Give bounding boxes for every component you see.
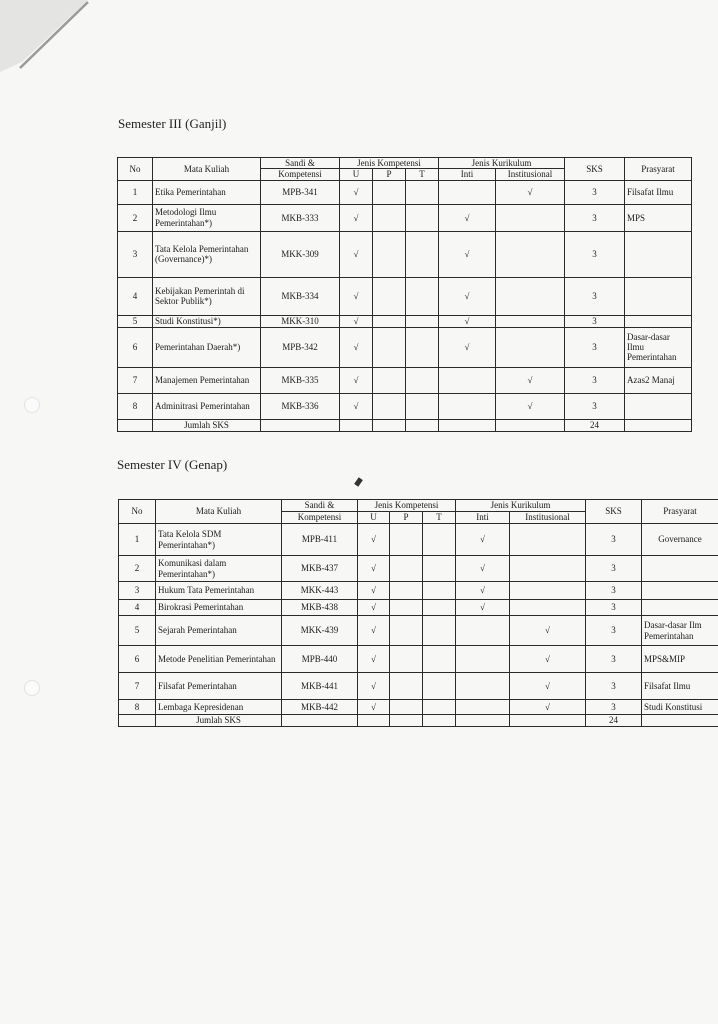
cell-mata-kuliah: Komunikasi dalam Pemerintahan*): [156, 556, 282, 582]
header-p: P: [390, 512, 423, 524]
cell-code: MKB-438: [282, 600, 358, 616]
cell-inti: [456, 700, 510, 715]
cell-no: 8: [119, 700, 156, 715]
header-u: U: [358, 512, 390, 524]
semester-4-title: Semester IV (Genap): [117, 457, 228, 472]
cell-prasyarat: [625, 393, 692, 419]
cell-no: 3: [118, 231, 153, 277]
cell-institusional: √: [510, 646, 586, 673]
cell-no: 1: [119, 524, 156, 556]
cell-u: √: [358, 700, 390, 715]
cell-p: [373, 327, 406, 367]
ink-speck: [354, 477, 363, 486]
table-row: [119, 646, 718, 673]
cell-no: 4: [119, 600, 156, 616]
cell-prasyarat: [642, 600, 718, 616]
cell-no: 6: [118, 327, 153, 367]
punch-hole-top: [24, 397, 40, 413]
cell-institusional: [510, 556, 586, 582]
header-mata-kuliah: Mata Kuliah: [156, 500, 282, 524]
cell-inti: √: [456, 556, 510, 582]
cell-inti: [439, 393, 496, 419]
cell-prasyarat: Governance: [642, 524, 718, 556]
cell-sks: 3: [586, 673, 642, 700]
header-jenis-kompetensi: Jenis Kompetensi: [340, 158, 439, 169]
cell-institusional: [496, 315, 565, 327]
cell-institusional: √: [510, 700, 586, 715]
total-sks: 24: [586, 715, 642, 727]
cell-u: √: [340, 277, 373, 315]
table-row: [119, 582, 718, 600]
cell-t: [406, 327, 439, 367]
cell-prasyarat: Filsafat Ilmu: [625, 180, 692, 204]
cell-mata-kuliah: Metodologi Ilmu Pemerintahan*): [153, 204, 261, 231]
cell-institusional: √: [496, 367, 565, 393]
cell-institusional: [496, 327, 565, 367]
cell-prasyarat: MPS: [625, 204, 692, 231]
cell-u: √: [358, 582, 390, 600]
cell-code: MKB-336: [261, 393, 340, 419]
header-jenis-kompetensi: Jenis Kompetensi: [358, 500, 456, 512]
cell-no: 4: [118, 277, 153, 315]
cell-no: 7: [119, 673, 156, 700]
cell-p: [373, 315, 406, 327]
cell-no: 2: [118, 204, 153, 231]
semester-3-table: [117, 157, 692, 432]
table-row: [119, 524, 718, 556]
cell-inti: √: [456, 582, 510, 600]
cell-institusional: [510, 600, 586, 616]
cell-no: 3: [119, 582, 156, 600]
cell-code: MKB-437: [282, 556, 358, 582]
cell-p: [390, 582, 423, 600]
cell-sks: 3: [565, 204, 625, 231]
cell-u: √: [358, 646, 390, 673]
cell-sks: 3: [586, 582, 642, 600]
cell-u: √: [340, 180, 373, 204]
cell-p: [390, 646, 423, 673]
cell-sks: 3: [565, 315, 625, 327]
cell-prasyarat: Azas2 Manaj: [625, 367, 692, 393]
header-sandi: Sandi &: [282, 500, 358, 512]
cell-u: √: [358, 556, 390, 582]
cell-prasyarat: [625, 231, 692, 277]
header-sks: SKS: [565, 158, 625, 181]
cell-mata-kuliah: Metode Penelitian Pemerintahan: [156, 646, 282, 673]
cell-sks: 3: [586, 556, 642, 582]
cell-mata-kuliah: Etika Pemerintahan: [153, 180, 261, 204]
cell-no: 6: [119, 646, 156, 673]
total-sks: 24: [565, 419, 625, 431]
table-row: [118, 393, 692, 419]
cell-institusional: √: [510, 673, 586, 700]
cell-sks: 3: [565, 393, 625, 419]
table-row: [118, 367, 692, 393]
header-mata-kuliah: Mata Kuliah: [153, 158, 261, 181]
header-jenis-kurikulum: Jenis Kurikulum: [456, 500, 586, 512]
cell-sks: 3: [586, 524, 642, 556]
header-inti: Inti: [439, 169, 496, 180]
header-inti: Inti: [456, 512, 510, 524]
cell-u: √: [340, 367, 373, 393]
cell-t: [406, 231, 439, 277]
cell-prasyarat: [642, 556, 718, 582]
cell-sks: 3: [565, 327, 625, 367]
cell-code: MKB-441: [282, 673, 358, 700]
cell-sks: 3: [565, 367, 625, 393]
cell-p: [373, 393, 406, 419]
header-sks: SKS: [586, 500, 642, 524]
cell-no: 1: [118, 180, 153, 204]
cell-u: √: [358, 524, 390, 556]
punch-hole-bottom: [24, 680, 40, 696]
cell-u: √: [340, 231, 373, 277]
cell-p: [390, 700, 423, 715]
cell-u: √: [340, 327, 373, 367]
scan-corner-shadow: [0, 0, 110, 80]
semester-4-table: [118, 499, 718, 727]
table-row: [119, 673, 718, 700]
header-p: P: [373, 169, 406, 180]
cell-code: MKK-309: [261, 231, 340, 277]
cell-sks: 3: [565, 180, 625, 204]
table-row: [119, 556, 718, 582]
cell-mata-kuliah: Tata Kelola Pemerintahan (Governance)*): [153, 231, 261, 277]
table-row: [119, 700, 718, 715]
cell-inti: √: [439, 327, 496, 367]
cell-t: [423, 646, 456, 673]
cell-mata-kuliah: Lembaga Kepresidenan: [156, 700, 282, 715]
total-label: Jumlah SKS: [153, 419, 261, 431]
table-row: [118, 277, 692, 315]
cell-mata-kuliah: Kebijakan Pemerintah di Sektor Publik*): [153, 277, 261, 315]
cell-sks: 3: [586, 700, 642, 715]
cell-mata-kuliah: Hukum Tata Pemerintahan: [156, 582, 282, 600]
header-jenis-kurikulum: Jenis Kurikulum: [439, 158, 565, 169]
cell-t: [423, 700, 456, 715]
table-row: [118, 327, 692, 367]
cell-sks: 3: [586, 646, 642, 673]
cell-code: MPB-440: [282, 646, 358, 673]
header-prasyarat: Prasyarat: [625, 158, 692, 181]
cell-prasyarat: Dasar-dasar Ilmu Pemerintahan: [625, 327, 692, 367]
cell-institusional: [510, 524, 586, 556]
cell-institusional: √: [496, 393, 565, 419]
cell-mata-kuliah: Filsafat Pemerintahan: [156, 673, 282, 700]
cell-sks: 3: [565, 231, 625, 277]
cell-inti: [456, 616, 510, 646]
cell-u: √: [358, 600, 390, 616]
cell-sks: 3: [586, 600, 642, 616]
cell-institusional: [510, 582, 586, 600]
cell-mata-kuliah: Manajemen Pemerintahan: [153, 367, 261, 393]
cell-u: √: [358, 616, 390, 646]
cell-no: 2: [119, 556, 156, 582]
cell-mata-kuliah: Adminitrasi Pemerintahan: [153, 393, 261, 419]
cell-inti: √: [439, 277, 496, 315]
cell-inti: [456, 646, 510, 673]
table-row: [119, 616, 718, 646]
cell-no: 8: [118, 393, 153, 419]
cell-prasyarat: [625, 277, 692, 315]
cell-prasyarat: MPS&MIP: [642, 646, 718, 673]
cell-u: √: [340, 315, 373, 327]
cell-inti: √: [439, 315, 496, 327]
cell-code: MKB-335: [261, 367, 340, 393]
cell-prasyarat: Studi Konstitusi: [642, 700, 718, 715]
cell-inti: √: [456, 600, 510, 616]
cell-code: MKB-333: [261, 204, 340, 231]
cell-t: [423, 673, 456, 700]
total-label: Jumlah SKS: [156, 715, 282, 727]
cell-t: [423, 524, 456, 556]
cell-t: [406, 393, 439, 419]
header-t: T: [423, 512, 456, 524]
table-row: [119, 600, 718, 616]
cell-inti: [456, 673, 510, 700]
cell-t: [423, 582, 456, 600]
cell-u: √: [358, 673, 390, 700]
cell-mata-kuliah: Pemerintahan Daerah*): [153, 327, 261, 367]
header-sandi: Sandi &: [261, 158, 340, 169]
cell-p: [390, 600, 423, 616]
cell-t: [406, 315, 439, 327]
cell-p: [390, 524, 423, 556]
cell-sks: 3: [586, 616, 642, 646]
cell-code: MPB-342: [261, 327, 340, 367]
cell-u: √: [340, 393, 373, 419]
cell-p: [390, 556, 423, 582]
table-row: [118, 315, 692, 327]
cell-code: MKK-443: [282, 582, 358, 600]
cell-prasyarat: Dasar-dasar Ilm Pemerintahan: [642, 616, 718, 646]
cell-p: [390, 673, 423, 700]
cell-prasyarat: [642, 582, 718, 600]
cell-inti: [439, 180, 496, 204]
cell-inti: √: [439, 204, 496, 231]
semester-3-title: Semester III (Ganjil): [118, 116, 227, 131]
cell-code: MKB-442: [282, 700, 358, 715]
cell-mata-kuliah: Tata Kelola SDM Pemerintahan*): [156, 524, 282, 556]
cell-inti: √: [439, 231, 496, 277]
table-row: [118, 231, 692, 277]
cell-u: √: [340, 204, 373, 231]
cell-institusional: √: [496, 180, 565, 204]
cell-p: [373, 277, 406, 315]
cell-code: MKK-310: [261, 315, 340, 327]
cell-p: [373, 204, 406, 231]
cell-p: [373, 367, 406, 393]
table-row: [118, 204, 692, 231]
cell-prasyarat: [625, 315, 692, 327]
total-row: [118, 419, 692, 431]
cell-mata-kuliah: Sejarah Pemerintahan: [156, 616, 282, 646]
cell-prasyarat: Filsafat Ilmu: [642, 673, 718, 700]
cell-t: [406, 277, 439, 315]
cell-institusional: √: [510, 616, 586, 646]
table-row: [118, 180, 692, 204]
header-kompetensi: Kompetensi: [261, 169, 340, 180]
total-row: [119, 715, 718, 727]
header-kompetensi: Kompetensi: [282, 512, 358, 524]
cell-sks: 3: [565, 277, 625, 315]
header-institusional: Institusional: [510, 512, 586, 524]
header-no: No: [119, 500, 156, 524]
cell-inti: √: [456, 524, 510, 556]
cell-code: MKB-334: [261, 277, 340, 315]
cell-p: [373, 180, 406, 204]
cell-t: [406, 204, 439, 231]
header-no: No: [118, 158, 153, 181]
header-u: U: [340, 169, 373, 180]
cell-no: 7: [118, 367, 153, 393]
cell-no: 5: [119, 616, 156, 646]
cell-t: [423, 556, 456, 582]
cell-mata-kuliah: Studi Konstitusi*): [153, 315, 261, 327]
cell-code: MPB-411: [282, 524, 358, 556]
cell-institusional: [496, 204, 565, 231]
cell-code: MPB-341: [261, 180, 340, 204]
cell-institusional: [496, 277, 565, 315]
cell-mata-kuliah: Birokrasi Pemerintahan: [156, 600, 282, 616]
cell-no: 5: [118, 315, 153, 327]
header-institusional: Institusional: [496, 169, 565, 180]
cell-institusional: [496, 231, 565, 277]
cell-t: [406, 367, 439, 393]
cell-inti: [439, 367, 496, 393]
header-prasyarat: Prasyarat: [642, 500, 718, 524]
cell-t: [423, 616, 456, 646]
header-t: T: [406, 169, 439, 180]
cell-t: [423, 600, 456, 616]
cell-p: [390, 616, 423, 646]
cell-p: [373, 231, 406, 277]
cell-code: MKK-439: [282, 616, 358, 646]
cell-t: [406, 180, 439, 204]
